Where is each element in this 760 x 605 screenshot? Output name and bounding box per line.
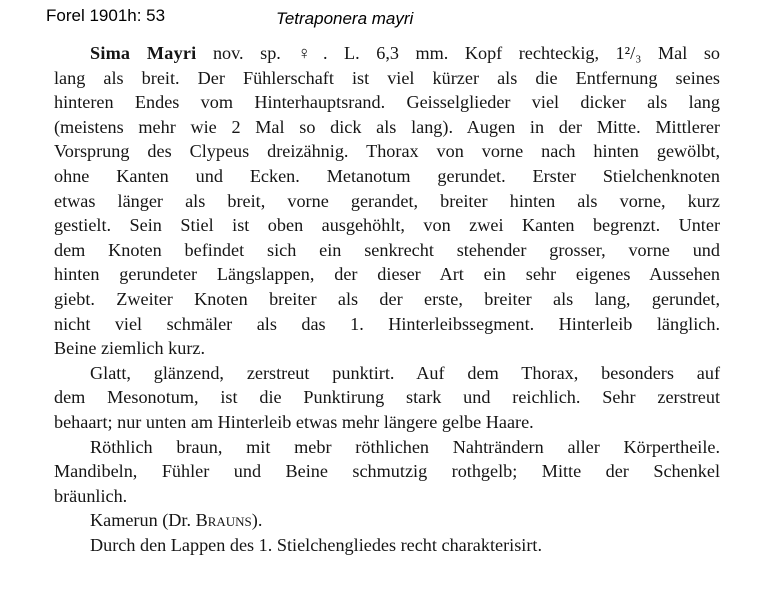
color-line: bräunlich. <box>54 485 128 506</box>
species-name: Sima Mayri <box>90 43 197 63</box>
sculpture-line: behaart; nur unten am Hinterleib etwas mehr längere gelbe Haare. <box>54 411 534 432</box>
description-line: ohne Kanten und Ecken. Metanotum gerundet. Erster Stielchenknoten <box>54 165 720 186</box>
species-title: Tetraponera mayri <box>276 9 414 28</box>
color-line: Mandibeln, Fühler und Beine schmutzig rothgelb; Mitte der Schenkel <box>54 461 720 482</box>
description-line: Vorsprung des Clypeus dreizähnig. Thorax von vorne nach hinten gewölbt, <box>54 141 720 162</box>
sculpture-line: Glatt, glänzend, zerstreut punktirt. Auf dem Thorax, besonders auf <box>90 362 720 383</box>
description-first-line <box>54 41 720 66</box>
description-first-line-text: nov. sp. ♀. L. 6,3 mm. Kopf rechteckig, 1²/₃ Mal so <box>212 43 720 63</box>
description-line: hinten gerundeter Längslappen, der dieser Art ein sehr eigenes Aussehen <box>54 264 720 285</box>
collector-name: Brauns <box>195 510 252 531</box>
description-line: hinteren Endes vom Hinterhauptsrand. Geisselglieder viel dicker als lang <box>54 92 720 113</box>
description-line: Beine ziemlich kurz. <box>54 338 205 359</box>
diagnostic-note: Durch den Lappen des 1. Stielchengliedes recht charakterisirt. <box>90 534 542 555</box>
color-line: Röthlich braun, mit mebr röthlichen Nahträndern aller Körpertheile. <box>90 436 720 457</box>
locality-prefix: Kamerun (Dr. <box>90 510 192 531</box>
description-line: lang als breit. Der Fühlerschaft ist viel kürzer als die Entfernung seines <box>54 67 720 88</box>
sculpture-line: dem Mesonotum, ist die Punktirung stark und reichlich. Sehr zerstreut <box>54 387 720 408</box>
description-line: (meistens mehr wie 2 Mal so dick als lang). Augen in der Mitte. Mittlerer <box>54 116 720 137</box>
description-line: nicht viel schmäler als das 1. Hinterleibssegment. Hinterleib länglich. <box>54 313 720 334</box>
locality-line <box>54 508 720 533</box>
description-line: etwas länger als breit, vorne gerandet, breiter hinten als vorne, kurz <box>54 190 720 211</box>
description-line: gestielt. Sein Stiel ist oben ausgehöhlt, von zwei Kanten begrenzt. Unter <box>54 215 720 236</box>
description-line: giebt. Zweiter Knoten breiter als der erste, breiter als lang, gerundet, <box>54 288 720 309</box>
locality-suffix: ). <box>251 510 263 531</box>
document-body <box>54 41 720 557</box>
description-line: dem Knoten befindet sich ein senkrecht stehender grosser, vorne und <box>54 239 720 260</box>
citation-label: Forel 1901h: 53 <box>46 6 166 25</box>
